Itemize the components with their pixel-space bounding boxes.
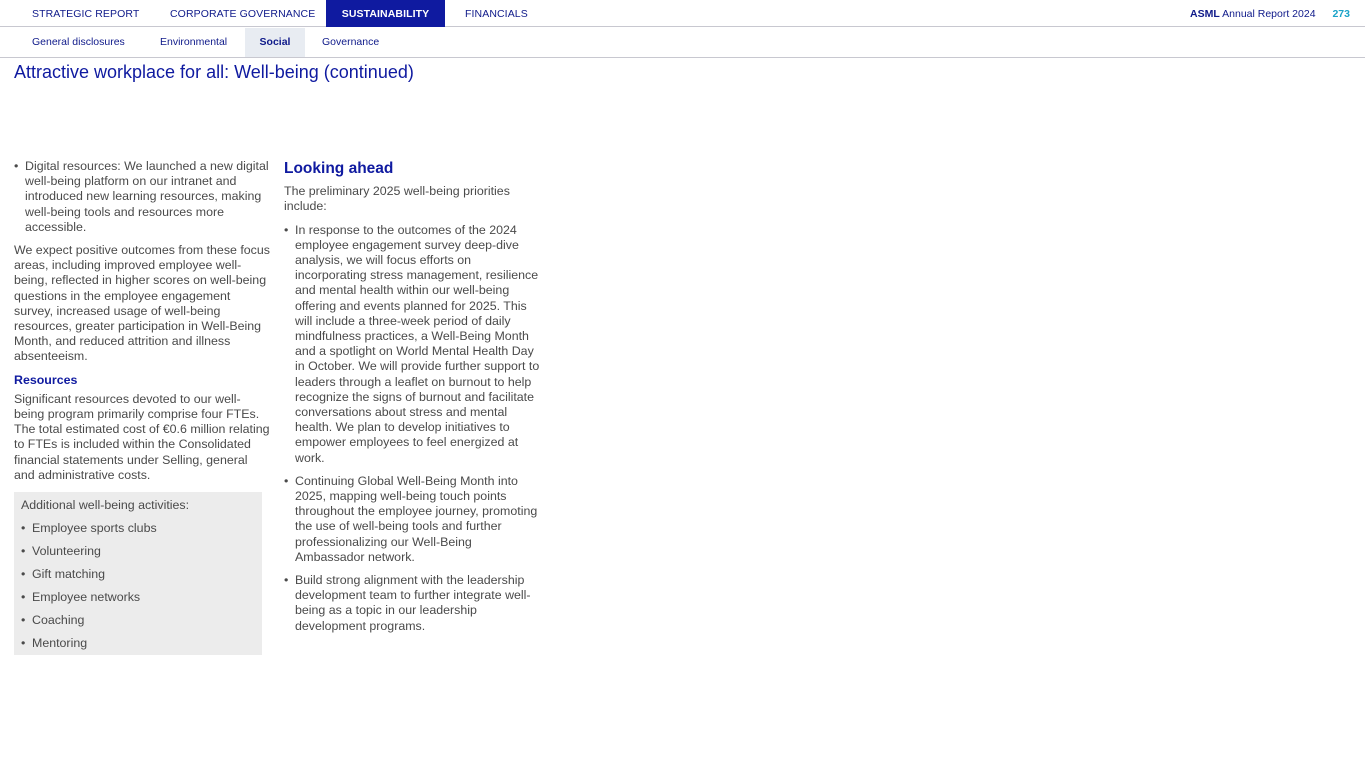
subtab-environmental[interactable]: Environmental xyxy=(160,36,228,48)
list-item xyxy=(21,636,255,651)
bullet-icon: • xyxy=(21,567,26,581)
list-item xyxy=(284,474,540,565)
activity-label: Employee networks xyxy=(32,590,141,604)
subtab-general-disclosures[interactable]: General disclosures xyxy=(32,36,125,48)
list-item xyxy=(21,613,255,628)
activities-title: Additional well-being activities: xyxy=(21,498,190,512)
subtab-social[interactable]: Social xyxy=(245,28,305,57)
page-number: 273 xyxy=(1332,8,1350,20)
right-column xyxy=(284,161,540,642)
tab-sustainability[interactable]: SUSTAINABILITY xyxy=(326,0,445,27)
priority-text: Build strong alignment with the leadership development team to further integrate well-being as a topic in our leadership development programs. xyxy=(295,573,531,633)
priority-text: In response to the outcomes of the 2024 employee engagement survey deep-dive analysis, we will focus efforts on incorporating stress management, resilience and mental health within our well-being offering and events planned for 2025. This will include a three-week period of daily mindfulness practices, a Well-Being Month and a spotlight on World Mental Health Day in October. We will provide further support to leaders through a leaflet on burnout to help recognize the signs of burnout and facilitate conversations about stress and mental health. We plan to develop initiatives to empower employees to feel energized at work. xyxy=(295,222,540,465)
bullet-icon: • xyxy=(284,222,289,237)
tab-financials[interactable]: FINANCIALS xyxy=(465,8,528,20)
priorities-list xyxy=(284,223,540,634)
resources-heading: Resources xyxy=(14,372,78,387)
bullet-icon: • xyxy=(21,521,26,535)
tab-strategic-report[interactable]: STRATEGIC REPORT xyxy=(32,8,140,20)
priority-text: Continuing Global Well-Being Month into 2025, mapping well-being touch points throughout the employee journey, promoting the use of well-being tools and further professionalizing our Well-Being Ambassador network. xyxy=(295,473,538,564)
outcomes-paragraph: We expect positive outcomes from these focus areas, including improved employee well-being, reflected in higher scores on well-being questions in the employee engagement survey, increased usage of well-being resources, greater participation in Well-Being Month, and reduced attrition and illness absenteeism. xyxy=(14,243,270,364)
tab-corporate-governance[interactable]: CORPORATE GOVERNANCE xyxy=(170,8,316,20)
list-item xyxy=(14,159,270,235)
list-item xyxy=(21,521,255,536)
list-item xyxy=(21,544,255,559)
subtab-governance[interactable]: Governance xyxy=(322,36,380,48)
page-title: Attractive workplace for all: Well-being (continued) xyxy=(14,62,414,82)
report-brand xyxy=(1190,0,1350,27)
priorities-intro: The preliminary 2025 well-being priorities include: xyxy=(284,184,510,214)
activity-label: Employee sports clubs xyxy=(32,521,157,535)
bullet-icon: • xyxy=(21,544,26,558)
bullet-icon: • xyxy=(21,590,26,604)
bullet-icon: • xyxy=(21,636,26,650)
activity-label: Volunteering xyxy=(32,544,101,558)
list-item xyxy=(284,223,540,466)
resources-paragraph: Significant resources devoted to our well-being program primarily comprise four FTEs. The total estimated cost of €0.6 million relating to FTEs is included within the Consolidated financial statements under Selling, general and administrative costs. xyxy=(14,391,270,482)
activities-box xyxy=(14,492,262,655)
brand-name: ASML xyxy=(1190,8,1220,20)
list-item xyxy=(21,567,255,582)
bullet-icon: • xyxy=(284,573,289,588)
report-name: Annual Report 2024 xyxy=(1222,8,1316,20)
activity-label: Mentoring xyxy=(32,636,88,650)
looking-ahead-heading: Looking ahead xyxy=(284,160,394,177)
bullet-text: Digital resources: We launched a new digital well-being platform on our intranet and introduced new learning resources, making well-being tools and resources more accessible. xyxy=(25,159,269,234)
bullet-icon: • xyxy=(21,613,26,627)
sub-navigation xyxy=(0,28,1365,58)
activity-label: Gift matching xyxy=(32,567,105,581)
activity-label: Coaching xyxy=(32,613,85,627)
bullet-icon: • xyxy=(14,159,19,173)
list-item xyxy=(284,573,540,634)
list-item xyxy=(21,590,255,605)
left-column xyxy=(14,159,270,491)
top-navigation xyxy=(0,0,1365,27)
bullet-icon: • xyxy=(284,473,289,488)
digital-resources-list xyxy=(14,159,270,235)
